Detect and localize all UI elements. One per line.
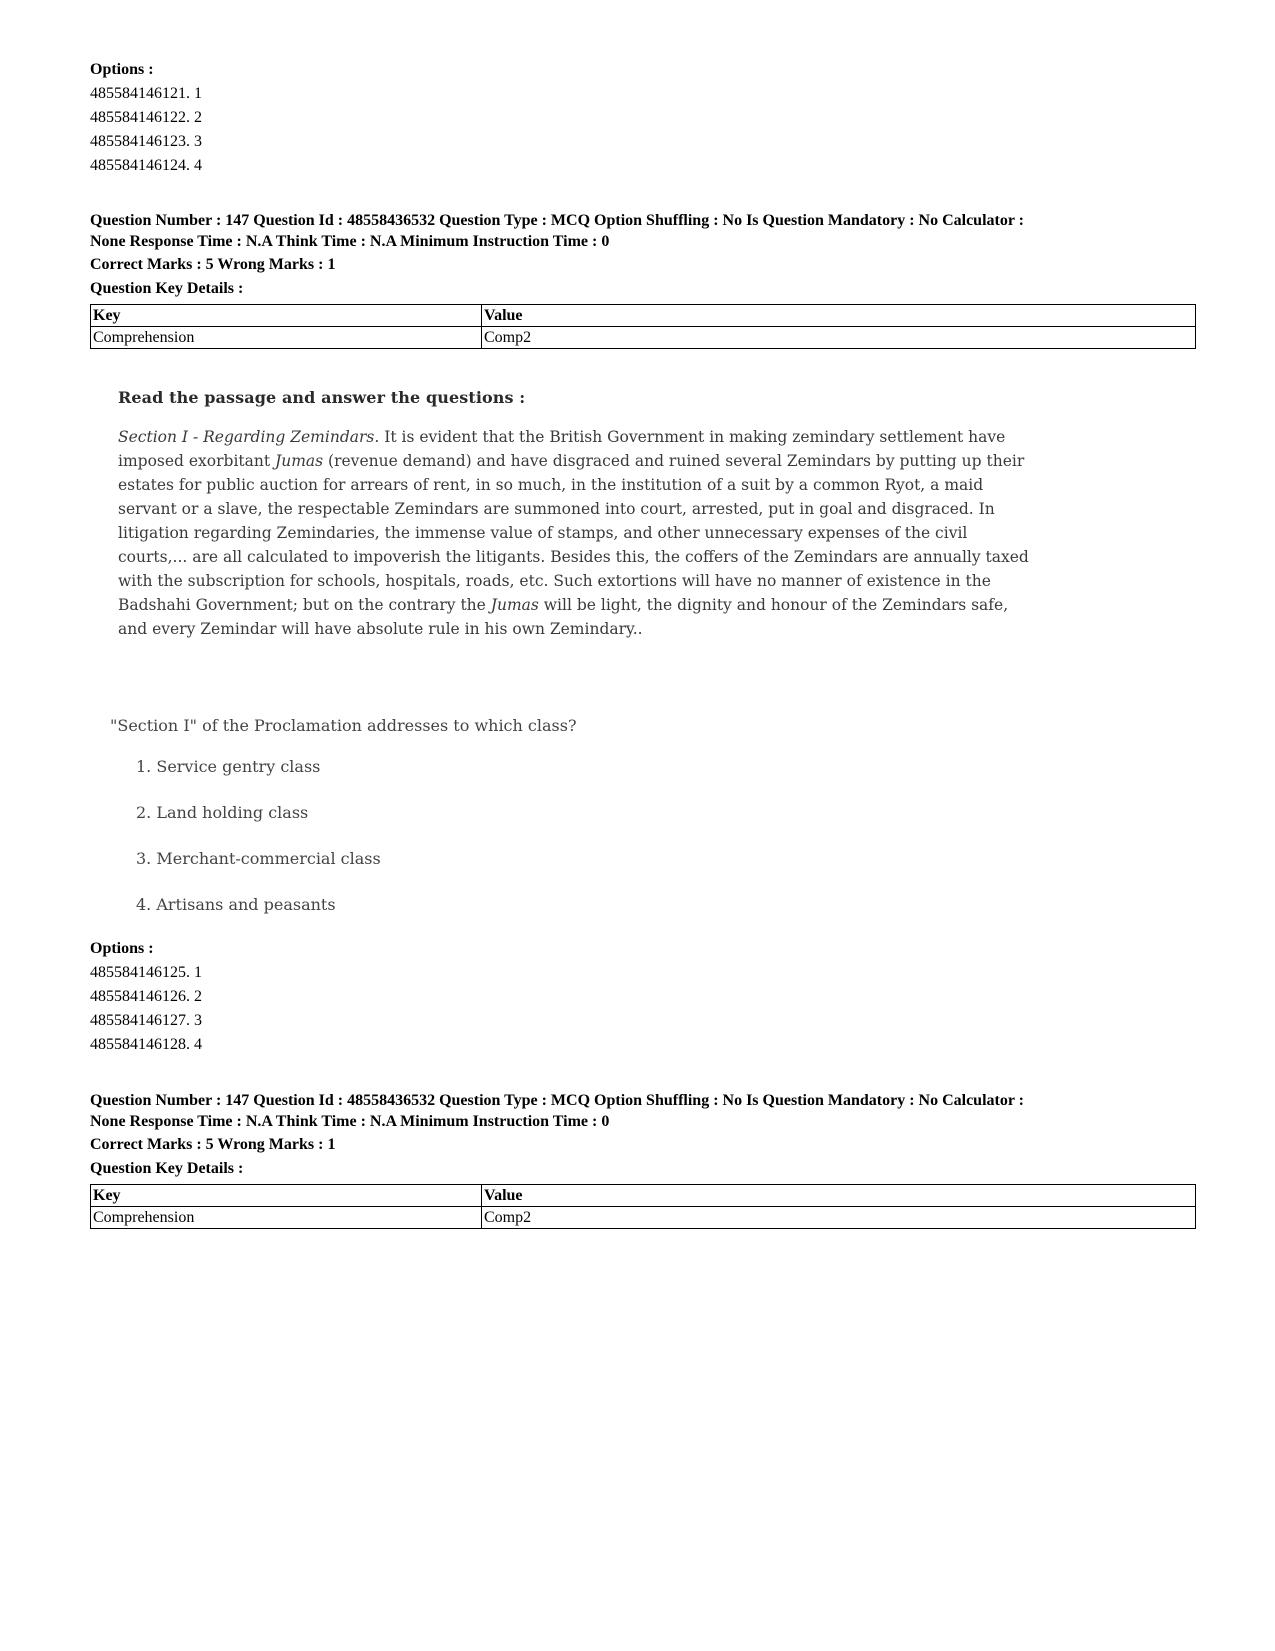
table-header-row [91,305,1196,327]
question-header-line: Question Number : 147 Question Id : 48558436532 Question Type : MCQ Option Shuffling : No Is Question Mandatory : No Calculator : [90,1092,1024,1109]
passage-body [118,425,1038,641]
table-header-key: Key [91,1185,482,1207]
table-header-row [91,1185,1196,1207]
option-item: 485584146128. 4 [90,1036,202,1053]
table-cell-key: Comprehension [91,1207,482,1229]
passage-heading: Read the passage and answer the questions : [118,388,526,407]
passage-term: Jumas [490,596,539,614]
choice-item: 1. Service gentry class [136,757,321,776]
table-header-key: Key [91,305,482,327]
passage-section-title: Section I - Regarding Zemindars. [118,428,380,446]
question-text: "Section I" of the Proclamation addresses to which class? [110,716,577,735]
choice-item: 2. Land holding class [136,803,309,822]
options-label: Options : [90,940,154,957]
passage-text: will be light, the dignity and honour of the Zemindars safe, and every Zemindar will have absolute rule in his own Zemindary.. [118,596,1009,638]
table-cell-value: Comp2 [482,327,1196,349]
passage-text: (revenue demand) and have disgraced and ruined several Zemindars by putting up their estates for public auction for arrears of rent, in so much, in the institution of a suit by a common Ryot, a maid servant or a slave, the respectable Zemindars are summoned into court, arrested, put in goal and disgraced. In litigation regarding Zemindaries, the immense value of stamps, and other unnecessary expenses of the civil courts,... are all calculated to impoverish the litigants. Besides this, the coffers of the Zemindars are annually taxed with the subscription for schools, hospitals, roads, etc. Such extortions will have no manner of existence in the Badshahi Government; but on the contrary the [118,452,1029,614]
option-item: 485584146126. 2 [90,988,202,1005]
question-header-line: None Response Time : N.A Think Time : N.A Minimum Instruction Time : 0 [90,233,610,250]
option-item: 485584146121. 1 [90,85,202,102]
choice-item: 3. Merchant-commercial class [136,849,381,868]
key-details-table [90,1184,1196,1229]
key-details-label: Question Key Details : [90,1160,244,1177]
table-header-value: Value [482,1185,1196,1207]
key-details-table [90,304,1196,349]
passage-image [118,388,1038,641]
table-header-value: Value [482,305,1196,327]
question-header-line: Question Number : 147 Question Id : 48558436532 Question Type : MCQ Option Shuffling : No Is Question Mandatory : No Calculator : [90,212,1024,229]
key-details-label: Question Key Details : [90,280,244,297]
table-cell-key: Comprehension [91,327,482,349]
passage-text: It is evident that the British Government in making zemindary settlement have imposed exorbitant [118,428,1006,470]
option-item: 485584146125. 1 [90,964,202,981]
marks-line: Correct Marks : 5 Wrong Marks : 1 [90,1136,336,1153]
options-label: Options : [90,61,154,78]
passage-term: Jumas [275,452,324,470]
question-header [90,210,1200,252]
table-row [91,1207,1196,1229]
option-item: 485584146127. 3 [90,1012,202,1029]
table-row [91,327,1196,349]
options-list [90,82,202,178]
option-item: 485584146123. 3 [90,133,202,150]
option-item: 485584146122. 2 [90,109,202,126]
options-list [90,961,202,1057]
table-cell-value: Comp2 [482,1207,1196,1229]
marks-line: Correct Marks : 5 Wrong Marks : 1 [90,256,336,273]
question-header-line: None Response Time : N.A Think Time : N.A Minimum Instruction Time : 0 [90,1113,610,1130]
choice-item: 4. Artisans and peasants [136,895,336,914]
question-header [90,1090,1200,1132]
option-item: 485584146124. 4 [90,157,202,174]
